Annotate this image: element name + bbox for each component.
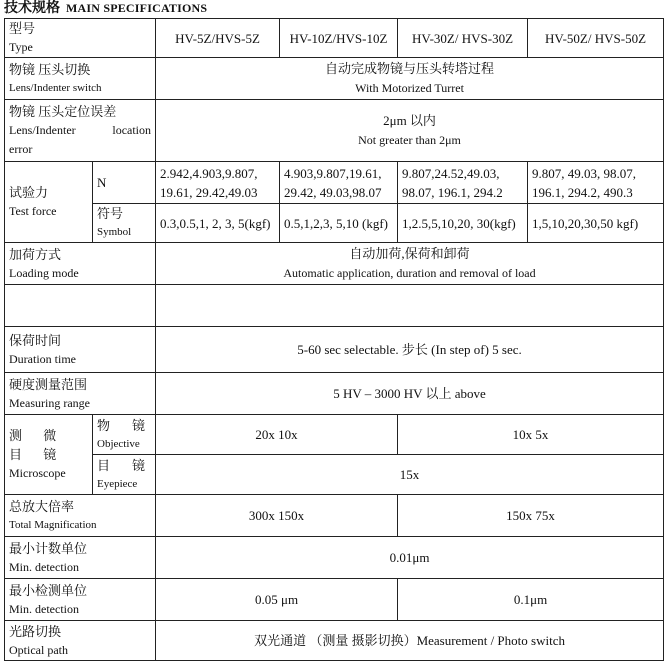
force-symbol-2: 0.5,1,2,3, 5,10 (kgf) [280,204,398,243]
loading-mode-value: 自动加荷,保荷和卸荷 Automatic application, duration and removal of load [156,243,664,285]
magnification-value-b: 150x 75x [398,495,664,537]
lens-switch-label: 物镜 压头切换 Lens/Indenter switch [5,58,156,100]
row-microscope-objective [5,415,664,455]
force-symbol-4: 1,5,10,20,30,50 kgf) [528,204,664,243]
loading-mode-label: 加荷方式 Loading mode [5,243,156,285]
min-detect-value-a: 0.05 μm [156,579,398,621]
optical-path-value: 双光通道 （测量 摄影切换）Measurement / Photo switch [156,621,664,661]
row-test-force-symbol [5,204,664,243]
range-label: 硬度测量范围 Measuring range [5,373,156,415]
empty-value-cell [156,285,664,327]
type-label: 型号 Type [5,19,156,58]
row-min-count [5,537,664,579]
lens-switch-value: 自动完成物镜与压头转塔过程 With Motorized Turret [156,58,664,100]
model-4: HV-50Z/ HVS-50Z [528,19,664,58]
row-duration [5,327,664,373]
row-test-force-n [5,162,664,204]
min-count-value: 0.01μm [156,537,664,579]
model-2: HV-10Z/HVS-10Z [280,19,398,58]
duration-value: 5-60 sec selectable. 步长 (In step of) 5 sec. [156,327,664,373]
location-error-label: 物镜 压头定位误差 Lens/Indenter location error [5,100,156,162]
eyepiece-value: 15x [156,455,664,495]
force-symbol-3: 1,2.5,5,10,20, 30(kgf) [398,204,528,243]
force-n-1: 2.942,4.903,9.807, 19.61, 29.42,49.03 [156,162,280,204]
force-n-label: N [93,162,156,204]
eyepiece-label: 目 镜 Eyepiece [93,455,156,495]
microscope-label: 测 微 目 镜 Microscope [5,415,93,495]
heading-cn: 技术规格 [4,1,60,16]
specifications-table [4,18,664,661]
objective-label: 物 镜 Objective [93,415,156,455]
min-detect-value-b: 0.1μm [398,579,664,621]
row-empty [5,285,664,327]
model-3: HV-30Z/ HVS-30Z [398,19,528,58]
force-n-4: 9.807, 49.03, 98.07, 196.1, 294.2, 490.3 [528,162,664,204]
row-location-error [5,100,664,162]
duration-label: 保荷时间 Duration time [5,327,156,373]
range-value: 5 HV – 3000 HV 以上 above [156,373,664,415]
row-lens-switch [5,58,664,100]
min-count-label: 最小计数单位 Min. detection [5,537,156,579]
magnification-label: 总放大倍率 Total Magnification [5,495,156,537]
force-symbol-label: 符号 Symbol [93,204,156,243]
force-n-2: 4.903,9.807,19.61, 29.42, 49.03,98.07 [280,162,398,204]
row-magnification [5,495,664,537]
row-min-detect [5,579,664,621]
model-1: HV-5Z/HVS-5Z [156,19,280,58]
empty-label-cell [5,285,156,327]
row-measuring-range [5,373,664,415]
objective-value-a: 20x 10x [156,415,398,455]
row-type [5,19,664,58]
row-optical-path [5,621,664,661]
heading-en: MAIN SPECIFICATIONS [66,1,208,15]
force-symbol-1: 0.3,0.5,1, 2, 3, 5(kgf) [156,204,280,243]
test-force-label: 试验力 Test force [5,162,93,243]
force-n-3: 9.807,24.52,49.03, 98.07, 196.1, 294.2 [398,162,528,204]
page-heading [4,0,207,18]
magnification-value-a: 300x 150x [156,495,398,537]
row-microscope-eyepiece [5,455,664,495]
location-error-value: 2μm 以内 Not greater than 2μm [156,100,664,162]
min-detect-label: 最小检测单位 Min. detection [5,579,156,621]
objective-value-b: 10x 5x [398,415,664,455]
optical-path-label: 光路切换 Optical path [5,621,156,661]
row-loading-mode [5,243,664,285]
